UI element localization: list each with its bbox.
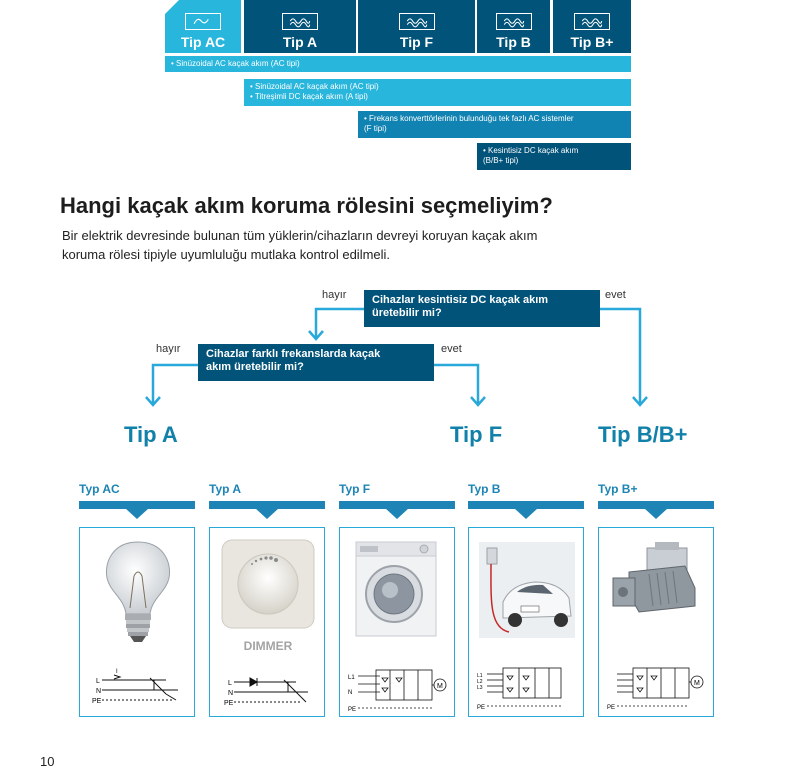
card-typ-a <box>209 527 325 717</box>
result-tip-f: Tip F <box>450 422 503 447</box>
schematic-label: N <box>348 690 353 696</box>
bar-line: • Sinüzoidal AC kaçak akım (AC tipi) <box>250 82 379 91</box>
question-line: akım üretebilir mi? <box>206 361 304 373</box>
schematic-label: L3 <box>477 685 483 691</box>
label-yes: evet <box>441 343 462 355</box>
card-pointer <box>125 508 149 519</box>
question-frequency-leakage <box>198 344 434 381</box>
bar-line: • Frekans konverttörlerinin bulunduğu tek fazlı AC sistemler <box>364 114 574 123</box>
question-line: üretebilir mi? <box>372 307 442 319</box>
schematic-label: L <box>228 680 232 687</box>
dimmer-caption: DIMMER <box>243 639 293 653</box>
dimmer-image <box>210 528 326 718</box>
schematic-label: L <box>96 678 100 685</box>
card-pointer <box>644 508 668 519</box>
card-title-f: Typ F <box>339 482 371 496</box>
tab-label: Tip AC <box>180 34 226 50</box>
gear-motor-image <box>599 528 715 718</box>
schematic-label: I <box>116 669 118 675</box>
schematic-label: PE <box>224 700 234 707</box>
card-typ-b-plus <box>598 527 714 717</box>
bar-line: • Titreşimli DC kaçak akım (A tipi) <box>250 92 368 101</box>
intro-line: Bir elektrik devresinde bulunan tüm yüklerin/cihazların devreyi koruyan kaçak akım <box>62 228 538 243</box>
schematic-label: L1 <box>477 673 483 679</box>
label-no: hayır <box>322 289 347 301</box>
schematic-label: M <box>694 680 700 687</box>
schematic-label: PE <box>92 698 102 705</box>
card-title-ac: Typ AC <box>79 482 120 496</box>
tab-label: Tip B+ <box>570 34 614 50</box>
bar-line: (B/B+ tipi) <box>483 156 519 165</box>
electric-car-image <box>469 528 585 718</box>
card-title-a: Typ A <box>209 482 241 496</box>
schematic-label: L2 <box>477 679 483 685</box>
tab-label: Tip A <box>282 34 318 50</box>
bar-line: • Kesintisiz DC kaçak akım <box>483 146 579 155</box>
bar-line: (F tipi) <box>364 124 387 133</box>
page-title: Hangi kaçak akım koruma rölesini seçmeliyim? <box>60 193 553 218</box>
tab-label: Tip F <box>399 34 434 50</box>
schematic-label: PE <box>348 707 357 713</box>
result-tip-a: Tip A <box>124 422 178 447</box>
question-dc-leakage <box>364 290 600 327</box>
intro-line: koruma rölesi tipiyle uyumluluğu mutlaka kontrol edilmeli. <box>62 247 391 262</box>
washing-machine-image <box>340 528 456 718</box>
card-pointer <box>255 508 279 519</box>
schematic-label: N <box>228 690 234 697</box>
card-typ-ac <box>79 527 195 717</box>
card-title-b-plus: Typ B+ <box>598 482 638 496</box>
page-number: 10 <box>40 754 55 769</box>
question-line: Cihazlar farklı frekanslarda kaçak <box>206 348 381 360</box>
card-typ-f <box>339 527 455 717</box>
label-yes: evet <box>605 289 626 301</box>
light-bulb-image <box>80 528 196 718</box>
result-tip-b: Tip B/B+ <box>598 422 688 447</box>
schematic-label: N <box>96 688 102 695</box>
schematic-label: L1 <box>348 675 355 681</box>
bar-text: • Sinüzoidal AC kaçak akım (AC tipi) <box>171 59 300 68</box>
card-typ-b <box>468 527 584 717</box>
card-title-b: Typ B <box>468 482 501 496</box>
schematic-label: PE <box>477 705 486 711</box>
question-line: Cihazlar kesintisiz DC kaçak akım <box>372 294 549 306</box>
label-no: hayır <box>156 343 181 355</box>
schematic-label: PE <box>607 705 616 711</box>
schematic-label: M <box>437 683 443 690</box>
card-pointer <box>514 508 538 519</box>
card-pointer <box>385 508 409 519</box>
tab-label: Tip B <box>496 34 531 50</box>
